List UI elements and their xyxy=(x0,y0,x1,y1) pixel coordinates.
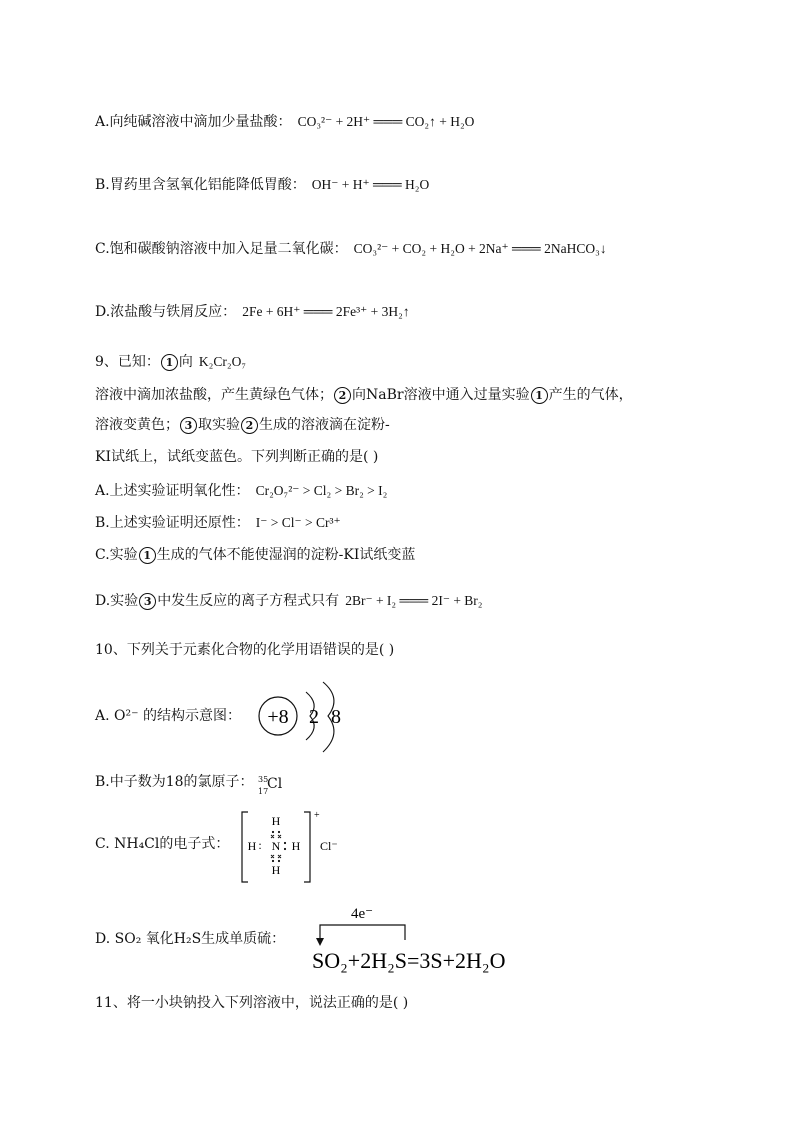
mass-number: 35 xyxy=(258,775,269,784)
circled-1-icon: 1 xyxy=(161,354,178,371)
element-symbol: Cl xyxy=(267,776,283,792)
q9-line2-a: 溶液中滴加浓盐酸，产生黄绿色气体； xyxy=(95,387,333,403)
q8-d-equation: 2Fe + 6H⁺ ═══ 2Fe³⁺ + 3H₂↑ xyxy=(242,304,410,319)
chlorine-nuclide xyxy=(258,772,283,796)
ammonium-chloride-electron-formula xyxy=(238,808,358,888)
q10-b-label: B.中子数为18的氯原子： xyxy=(95,774,254,790)
arrow-head xyxy=(316,938,324,946)
q9-line3 xyxy=(95,415,390,435)
q9-option-a xyxy=(95,481,387,501)
shell-1-electrons: 2 xyxy=(309,706,319,728)
q8-c-equation: CO₃²⁻ + CO₂ + H₂O + 2Na⁺ ═══ 2NaHCO₃↓ xyxy=(353,241,607,256)
q9-b-label: B.上述实验证明还原性： xyxy=(95,515,250,531)
q9-option-c xyxy=(95,545,415,565)
atomic-number: 17 xyxy=(258,787,269,796)
q8-a-label: A.向纯碱溶液中滴加少量盐酸： xyxy=(95,114,292,130)
circled-2-icon: 2 xyxy=(241,417,258,434)
circled-1-icon: 1 xyxy=(139,547,156,564)
q9-line4: KI试纸上，试纸变蓝色。下列判断正确的是( ) xyxy=(95,449,379,465)
transfer-arrow xyxy=(320,925,405,942)
q10-head: 10、下列关于元素化合物的化学用语错误的是( ) xyxy=(95,642,395,658)
circled-1-icon: 1 xyxy=(531,387,548,404)
q10-option-b xyxy=(95,772,283,796)
q9-head-chem: K₂Cr₂O₇ xyxy=(198,354,247,369)
q9-line3-c: 生成的溶液滴在淀粉- xyxy=(259,417,390,433)
q9-b-equation: I⁻ > Cl⁻ > Cr³⁺ xyxy=(255,515,341,530)
h-top: H xyxy=(271,814,281,828)
h-bottom: H xyxy=(271,863,281,877)
q8-d-label: D.浓盐酸与铁屑反应： xyxy=(95,304,237,320)
h-right: H xyxy=(291,839,301,853)
q9-line2-b: 向NaBr溶液中通入过量实验 xyxy=(352,387,530,403)
colon: : xyxy=(258,838,262,852)
circled-2-icon: 2 xyxy=(334,387,351,404)
q9-d-a: D.实验 xyxy=(95,593,139,609)
q9-a-label: A.上述实验证明氧化性： xyxy=(95,483,250,499)
q9-head-text: 向 xyxy=(178,354,193,370)
q10-option-c-label: C. NH₄Cl的电子式： xyxy=(95,836,230,852)
right-bracket xyxy=(304,812,310,882)
q8-option-d xyxy=(95,302,410,322)
h-left: H xyxy=(247,839,257,853)
charge-plus: + xyxy=(314,810,320,821)
o2-ion-structure-diagram xyxy=(258,676,358,756)
q8-b-label: B.胃药里含氢氧化铝能降低胃酸： xyxy=(95,177,306,193)
q9-option-d xyxy=(95,591,483,611)
q11-head: 11、将一小块钠投入下列溶液中，说法正确的是( ) xyxy=(95,995,409,1011)
circled-3-icon: 3 xyxy=(180,417,197,434)
q8-a-equation: CO₃²⁻ + 2H⁺ ═══ CO₂↑ + H₂O xyxy=(297,114,475,129)
circled-3-icon: 3 xyxy=(139,593,156,610)
q9-d-equation: 2Br⁻ + I₂ ═══ 2I⁻ + Br₂ xyxy=(345,593,483,608)
electron-transfer-diagram xyxy=(308,900,538,975)
n-center: N xyxy=(271,839,281,853)
q9-line2-c: 产生的气体， xyxy=(548,387,633,403)
q8-b-equation: OH⁻ + H⁺ ═══ H₂O xyxy=(311,177,430,192)
q8-option-c xyxy=(95,239,607,259)
q8-option-a xyxy=(95,112,474,132)
q10-option-a-label: A. O²⁻ 的结构示意图： xyxy=(95,708,241,724)
q9-head xyxy=(95,352,246,372)
nucleus-charge: +8 xyxy=(267,706,289,728)
q9-line2 xyxy=(95,385,633,405)
q9-a-equation: Cr₂O₇²⁻ > Cl₂ > Br₂ > I₂ xyxy=(255,483,388,498)
q9-c-a: C.实验 xyxy=(95,547,138,563)
q9-line3-b: 取实验 xyxy=(198,417,240,433)
q9-d-b: 中发生反应的离子方程式只有 xyxy=(157,593,340,609)
q10-option-d-label: D. SO₂ 氧化H₂S生成单质硫： xyxy=(95,931,286,947)
q9-c-b: 生成的气体不能使湿润的淀粉-KI试纸变蓝 xyxy=(156,547,416,563)
chloride-ion: Cl⁻ xyxy=(320,839,338,853)
shell-2-electrons: 8 xyxy=(331,706,341,728)
q8-c-label: C.饱和碳酸钠溶液中加入足量二氧化碳： xyxy=(95,241,348,257)
q9-number: 9、已知： xyxy=(95,354,160,370)
q9-option-b xyxy=(95,513,341,533)
transfer-label: 4e⁻ xyxy=(350,906,374,922)
q9-line3-a: 溶液变黄色； xyxy=(95,417,179,433)
redox-equation: SO₂+2H₂S=3S+2H₂O xyxy=(312,948,506,973)
q8-option-b xyxy=(95,175,429,195)
